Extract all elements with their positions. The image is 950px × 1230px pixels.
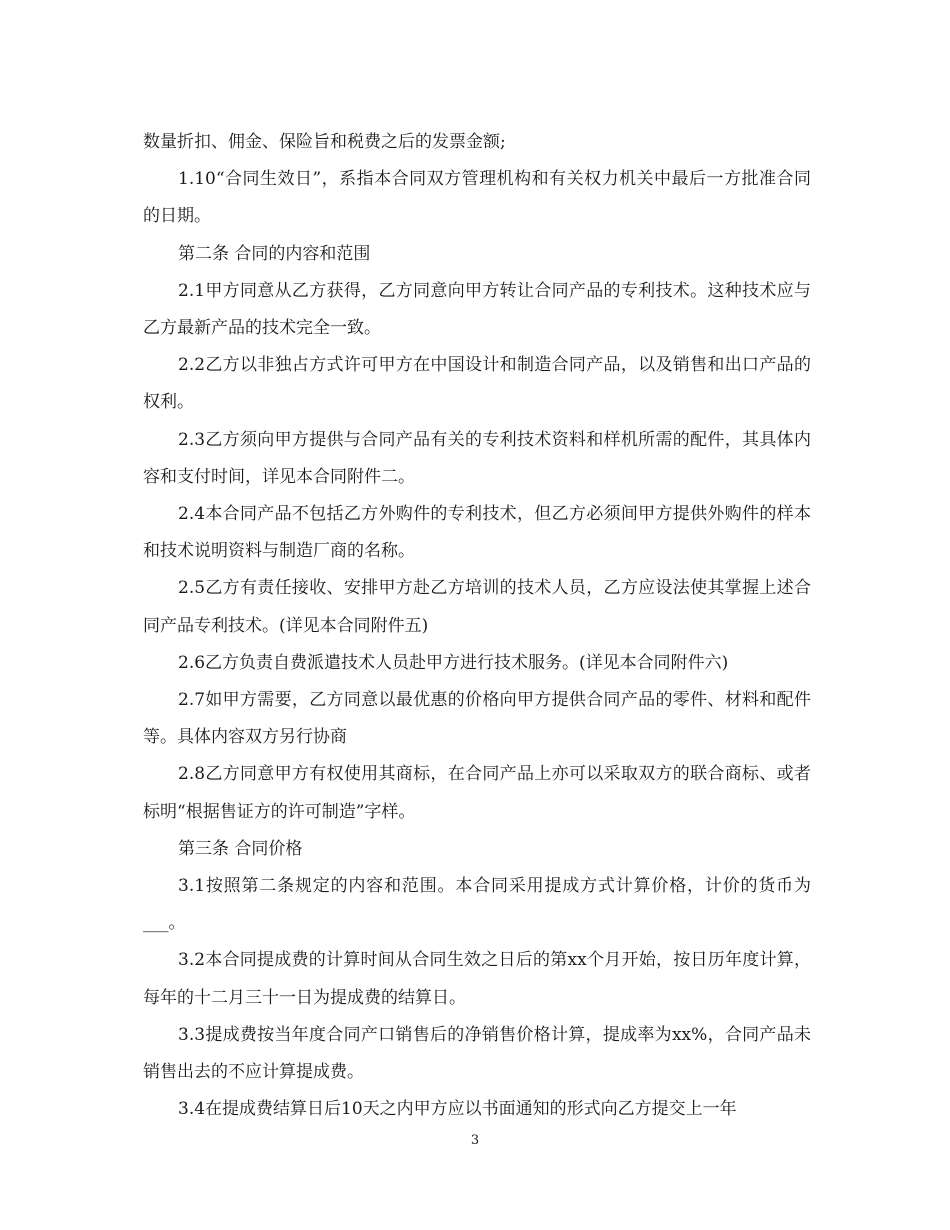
paragraph: 数量折扣、佣金、保险旨和税费之后的发票金额; [143, 132, 506, 152]
paragraph: 2.3乙方须向甲方提供与合同产品有关的专利技术资料和样机所需的配件，其具体内容和支付时间，详见本合同附件二。 [143, 429, 811, 487]
paragraph: 3.1按照第二条规定的内容和范围。本合同采用提成方式计算价格，计价的货币为___。 [143, 876, 811, 934]
document-body [143, 124, 811, 1128]
paragraph: 2.5乙方有责任接收、安排甲方赴乙方培训的技术人员，乙方应设法使其掌握上述合同产品专利技术。(详见本合同附件五) [143, 578, 811, 636]
paragraph: 1.10“合同生效日”，系指本合同双方管理机构和有关权力机关中最后一方批准合同的日期。 [143, 169, 811, 227]
paragraph: 3.4在提成费结算日后10天之内甲方应以书面通知的形式向乙方提交上一年 [178, 1099, 737, 1120]
paragraph: 第二条 合同的内容和范围 [178, 243, 371, 264]
paragraph: 2.6乙方负责自费派遣技术人员赴甲方进行技术服务。(详见本合同附件六) [178, 652, 729, 673]
page-number: 3 [470, 1133, 480, 1148]
paragraph: 2.4本合同产品不包括乙方外购件的专利技术，但乙方必须间甲方提供外购件的样本和技术说明资料与制造厂商的名称。 [143, 504, 811, 562]
paragraph: 第三条 合同价格 [178, 838, 303, 859]
paragraph: 2.7如甲方需要，乙方同意以最优惠的价格向甲方提供合同产品的零件、材料和配件等。具体内容双方另行协商 [143, 690, 811, 748]
paragraph: 2.2乙方以非独占方式许可甲方在中国设计和制造合同产品，以及销售和出口产品的权利。 [143, 355, 811, 413]
paragraph: 2.1甲方同意从乙方获得，乙方同意向甲方转让合同产品的专利技术。这种技术应与乙方最新产品的技术完全一致。 [143, 280, 811, 339]
paragraph: 3.3提成费按当年度合同产口销售后的净销售价格计算，提成率为xx%，合同产品未销售出去的不应计算提成费。 [143, 1024, 811, 1083]
paragraph: 2.8乙方同意甲方有权使用其商标，在合同产品上亦可以采取双方的联合商标、或者标明“根据售证方的许可制造”字样。 [143, 764, 811, 822]
paragraph: 3.2本合同提成费的计算时间从合同生效之日后的第xx个月开始，按日历年度计算，每年的十二月三十一日为提成费的结算日。 [143, 950, 811, 1008]
